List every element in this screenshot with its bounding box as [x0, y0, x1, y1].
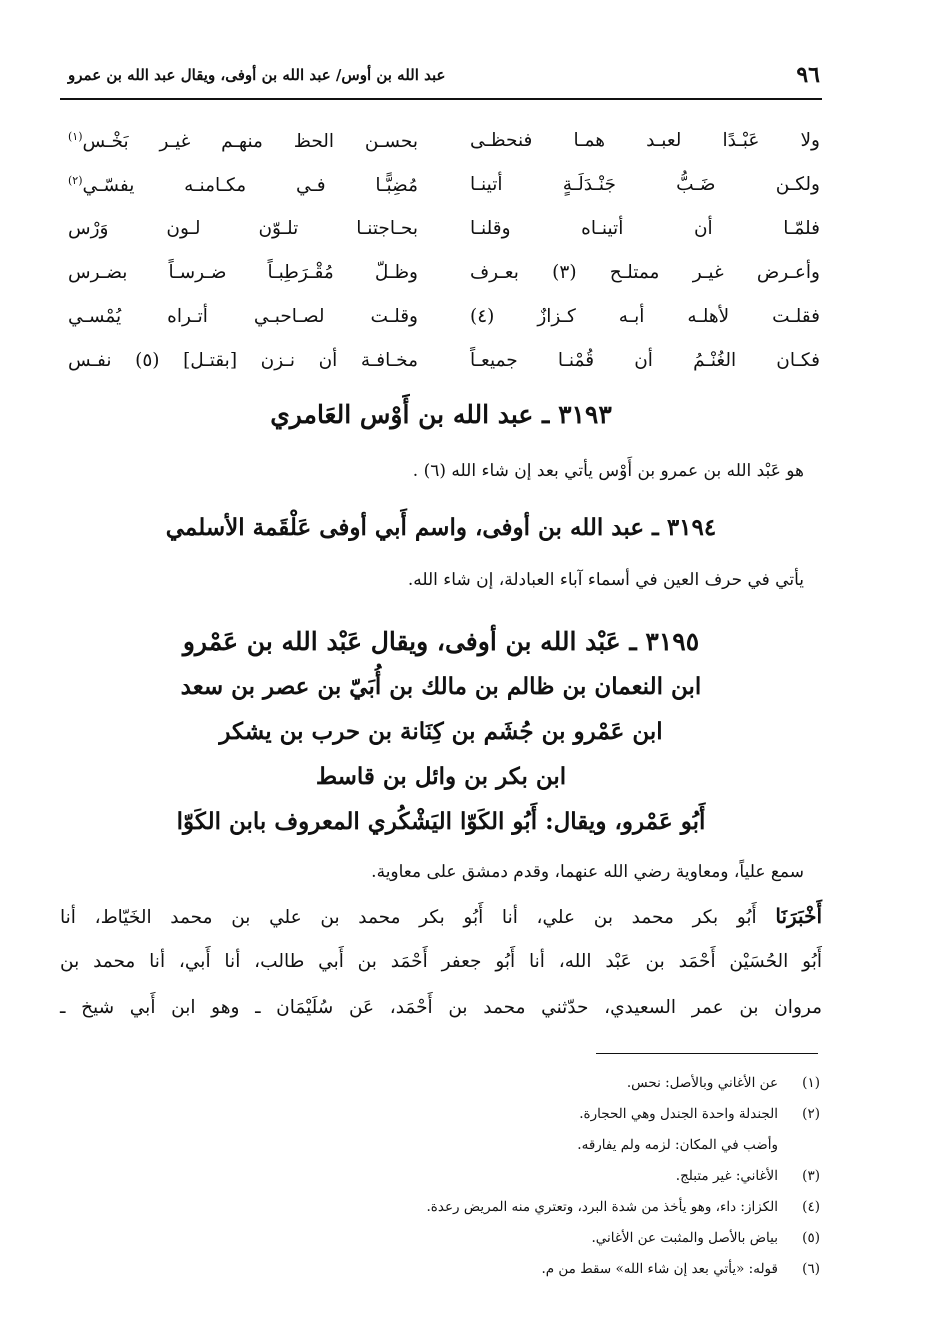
footnotes [250, 1068, 820, 1285]
footnote-marker: (٢) [68, 174, 83, 187]
poem-verse [68, 130, 820, 174]
footnote-divider [596, 1053, 818, 1054]
isnad-paragraph [60, 893, 822, 1031]
page-number: ٩٦ [796, 62, 820, 88]
poem-verse [68, 350, 820, 394]
footnote-marker: (١) [68, 130, 83, 143]
entry-3195-heading [60, 619, 822, 844]
entry-3193-title: ٣١٩٣ ـ عبد الله بن أَوْس العَامري [270, 400, 612, 429]
running-title: عبد الله بن أوس/ عبد الله بن أوفى، ويقال عبد الله بن عمرو [68, 66, 446, 84]
poem-verse [68, 218, 820, 262]
footnote: (٥)بياض بالأصل والمثبت عن الأغاني. [250, 1223, 820, 1254]
paragraph-line: أَخْبَرَنَا أَبُو بكر محمد بن علي، أنا أَبُو بكر محمد بن علي بن محمد الخَيّاط، أنا [60, 904, 822, 928]
verse-first-hemistich: فقلـت لأهلـه أبـه كـزازٌ (٤) [470, 306, 820, 327]
footnote-number: (٥) [802, 1230, 820, 1246]
entry-3194-text: يأتي في حرف العين في أسماء آباء العبادلة، إن شاء الله. [407, 570, 804, 590]
verse-first-hemistich: وأعـرض غيـر ممتلـح (٣) بعـرف [470, 262, 820, 283]
verse-second-hemistich: مُضِبًّـا فـي مكـامنـه يفسّـي$^{(٢)}$ [68, 174, 418, 197]
poem-verse [68, 174, 820, 218]
footnote: (٦)قوله: «يأتي بعد إن شاء الله» سقط من م. [250, 1254, 820, 1285]
verse-second-hemistich: بحسـن الحظ منهـم غيـر بَخْـس$^{(١)}$ [68, 130, 418, 153]
poem-verse [68, 306, 820, 350]
kunya-line: أَبُو عَمْرو، ويقال: أَبُو الكَوّا اليَشْكُري المعروف بابن الكَوّا [176, 808, 706, 835]
paragraph-line: مروان بن عمر السعيدي، حدّثني محمد بن أَحْمَد، عَن سُلَيْمَان ـ وهو ابن أَبي شيخ ـ [60, 997, 822, 1018]
poem-verse [68, 262, 820, 306]
entry-3194-title: ٣١٩٤ ـ عبد الله بن أوفى، واسم أَبي أوفى عَلْقَمة الأسلمي [165, 514, 717, 541]
akhbarana-word: أَخْبَرَنَا [775, 904, 822, 928]
footnote: (٢)الجندلة واحدة الجندل وهي الحجارة. [250, 1099, 820, 1130]
verse-first-hemistich: فكـان الغُنْـمُ أن قُمْنـا جميعـاً [470, 350, 820, 371]
entry-3195-text: سمع علياً، ومعاوية رضي الله عنهما، وقدم دمشق على معاوية. [371, 862, 804, 882]
entry-3195-title: ٣١٩٥ ـ عَبْد الله بن أوفى، ويقال عَبْد الله بن عَمْرو [182, 627, 700, 656]
footnote-number: (١) [802, 1075, 820, 1091]
verse-first-hemistich: ولكـن ضَـبُّ جَنْـدَلَـةٍ أتينـا [470, 174, 820, 195]
header-divider [60, 98, 822, 100]
footnote-continuation: وأضب في المكان: لزمه ولم يفارقه. [577, 1137, 778, 1153]
paragraph-line: أَبُو الحُسَيْن أَحْمَد بن عَبْد الله، أنا أَبُو جعفر أَحْمَد بن أَبي طالب، أنا أَبي، أنا محمد بن [60, 951, 822, 972]
footnote-number: (٦) [802, 1261, 820, 1277]
page-header [68, 56, 820, 100]
lineage-line: ابن بكر بن وائل بن قاسط [315, 763, 567, 790]
verse-second-hemistich: وقلـت لصـاحبـي أتـراه يُمْسـي [68, 306, 418, 327]
footnote-number: (٢) [802, 1106, 820, 1122]
footnote-number: (٣) [802, 1168, 820, 1184]
verse-first-hemistich: فلمّـا أن أتينـاه وقلنـا [470, 218, 820, 239]
footnote: (٣)الأغاني: غير متبلج. [250, 1161, 820, 1192]
lineage-line: ابن عَمْرو بن جُشَم بن كِنَانة بن حرب بن يشكر [219, 718, 663, 745]
lineage-line: ابن النعمان بن ظالم بن مالك بن أُبَيّ بن عصر بن سعد [180, 673, 702, 700]
verse-second-hemistich: وظـلّ مُقْـرَطِبـاً ضـرسـاً بضـرس [68, 262, 418, 283]
entry-3193-text: هو عَبْد الله بن عمرو بن أَوْس يأتي بعد إن شاء الله (٦) . [412, 461, 804, 481]
verse-second-hemistich: بحـاجتنـا تلـوّن لـون وَرْس [68, 218, 418, 239]
verse-second-hemistich: مخـافـة أن نـزن [بقتـل] (٥) نفـس [68, 350, 418, 371]
verse-first-hemistich: ولا عَبْـدًا لعبـد همـا فنحظـى [470, 130, 820, 151]
poem [68, 130, 820, 394]
footnote: (٤)الكزاز: داء، وهو يأخذ من شدة البرد، وتعتري منه المريض رعدة. [250, 1192, 820, 1223]
footnote: (١)عن الأغاني وبالأصل: نحس. [250, 1068, 820, 1099]
footnote-number: (٤) [802, 1199, 820, 1215]
